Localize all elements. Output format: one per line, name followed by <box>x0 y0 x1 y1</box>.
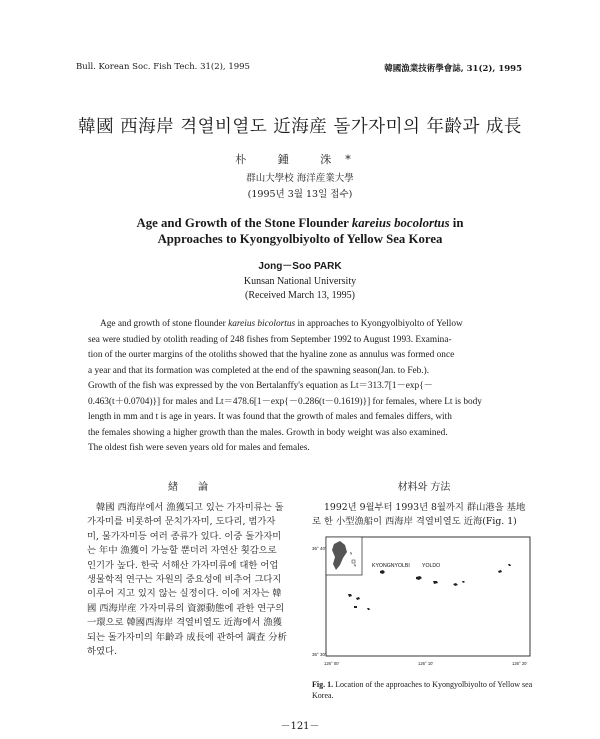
section-heading-introduction: 緖 論 <box>168 482 208 493</box>
title-english-line2: Approaches to Kyongyolbiyolto of Yellow Sea Korea <box>157 232 443 246</box>
running-head-left: Bull. Korean Soc. Fish Tech. 31(2), 1995 <box>76 62 250 72</box>
abstract-species: kareius bicolortus <box>228 319 296 329</box>
running-head-right: 韓國漁業技術學會誌, 31(2), 1995 <box>384 64 522 74</box>
introduction-line: 되는 돌가자미의 年齡과 成長에 관하여 調査 分析 <box>87 631 287 643</box>
title-english-line1 <box>0 216 600 231</box>
author-korean: 朴 鍾 洙* <box>235 153 365 166</box>
abstract-line: a year and that its formation was completed at the end of the spawning season(Jan. to Feb.). <box>88 365 430 376</box>
introduction-line: 하였다. <box>87 646 117 658</box>
received-date-english: (Received March 13, 1995) <box>245 290 355 301</box>
place-label: KYONGNYOLBI <box>372 563 410 569</box>
title-korean: 韓國 西海岸 격열비열도 近海産 돌가자미의 年齡과 成長 <box>78 117 522 137</box>
lon-label: 126° 00' <box>324 661 340 666</box>
introduction-line: 인기가 높다. 한국 서해산 가자미류에 대한 어업 <box>87 559 279 571</box>
figure-1-caption <box>312 679 536 701</box>
lat-label: 36° 30' <box>312 652 326 657</box>
introduction-body <box>87 501 295 659</box>
introduction-line: 一環으로 韓國西海岸 격열비열도 近海에서 漁獲 <box>87 617 282 629</box>
abstract-text: Age and growth of stone flounder <box>100 319 229 329</box>
figure-caption-text: Location of the approaches to Kyongyolbiyolto of Yellow sea Korea. <box>312 680 533 700</box>
page-number: －121－ <box>280 721 320 732</box>
introduction-line: 이루어 지고 있지 않는 실정이다. 이에 저자는 韓 <box>87 588 282 600</box>
introduction-line: 생물학적 연구는 자원의 중요성에 비추어 그다지 <box>87 574 282 586</box>
title-english-text-b: in <box>449 216 464 230</box>
abstract-line <box>88 317 524 333</box>
introduction-line: 는 年中 漁獲이 가능할 뿐더러 자연산 횟감으로 <box>87 545 277 557</box>
title-english-species: kareius bocolortus <box>351 216 450 230</box>
abstract-line: sea were studied by otolith reading of 248 fishes from September 1992 to August 1993. Examina- <box>88 334 452 345</box>
title-english-text-a: Age and Growth of the Stone Flounder <box>136 216 352 230</box>
abstract <box>88 317 524 457</box>
place-label: YOLDO <box>422 563 441 569</box>
figure-1-map <box>312 534 536 674</box>
lat-label: 36° 40' <box>312 546 326 551</box>
abstract-text: in approaches to Kyongyolbiyolto of Yellow <box>295 319 463 329</box>
abstract-line: length in mm and t is age in years. It was found that the growth of males and females differs, with <box>88 412 452 423</box>
abstract-line: The oldest fish were seven years old for males and females. <box>88 443 310 454</box>
abstract-line: 0.463(t＋0.0704)}] for males and Lt＝478.6[1－exp{－0.286(t－0.1619)}] for females, where Lt is body <box>88 396 482 407</box>
materials-line: 1992년 9월부터 1993년 8월까지 群山港을 基地 <box>324 502 526 513</box>
introduction-line: 가자미를 비롯하여 문치가자미, 도다리, 범가자 <box>87 516 276 528</box>
materials-methods-body <box>312 501 536 530</box>
abstract-line: Growth of the fish was expressed by the von Bertalanffy's equation as Lt＝313.7[1－exp{－ <box>88 381 433 392</box>
abstract-line: tion of the ourter margins of the otoliths showed that the hyaline zone as annulus was formed once <box>88 350 455 361</box>
lon-label: 126° 20' <box>512 661 528 666</box>
affiliation-english: Kunsan National University <box>243 276 357 287</box>
affiliation-korean: 群山大學校 海洋産業大學 <box>246 173 354 184</box>
received-date-korean: (1995년 3월 13일 접수) <box>247 189 353 200</box>
introduction-line: 韓國 西海岸에서 漁獲되고 있는 가자미류는 돌 <box>96 502 284 513</box>
introduction-line: 미, 물가자미등 여러 종류가 있다. 이중 돌가자미 <box>87 530 282 542</box>
introduction-line: 國 西海岸産 가자미류의 資源動態에 관한 연구의 <box>87 602 285 614</box>
lon-label: 126° 10' <box>418 661 434 666</box>
abstract-line: the females showing a higher growth than the males. Growth in body weight was also examined. <box>88 427 448 438</box>
figure-caption-label: Fig. 1. <box>312 680 334 689</box>
author-english: Jong－Soo PARK <box>258 261 342 272</box>
materials-line: 로 한 小型漁船이 西海岸 격열비열도 近海(Fig. 1) <box>312 516 517 528</box>
section-heading-materials-methods: 材料와 方法 <box>397 482 451 493</box>
